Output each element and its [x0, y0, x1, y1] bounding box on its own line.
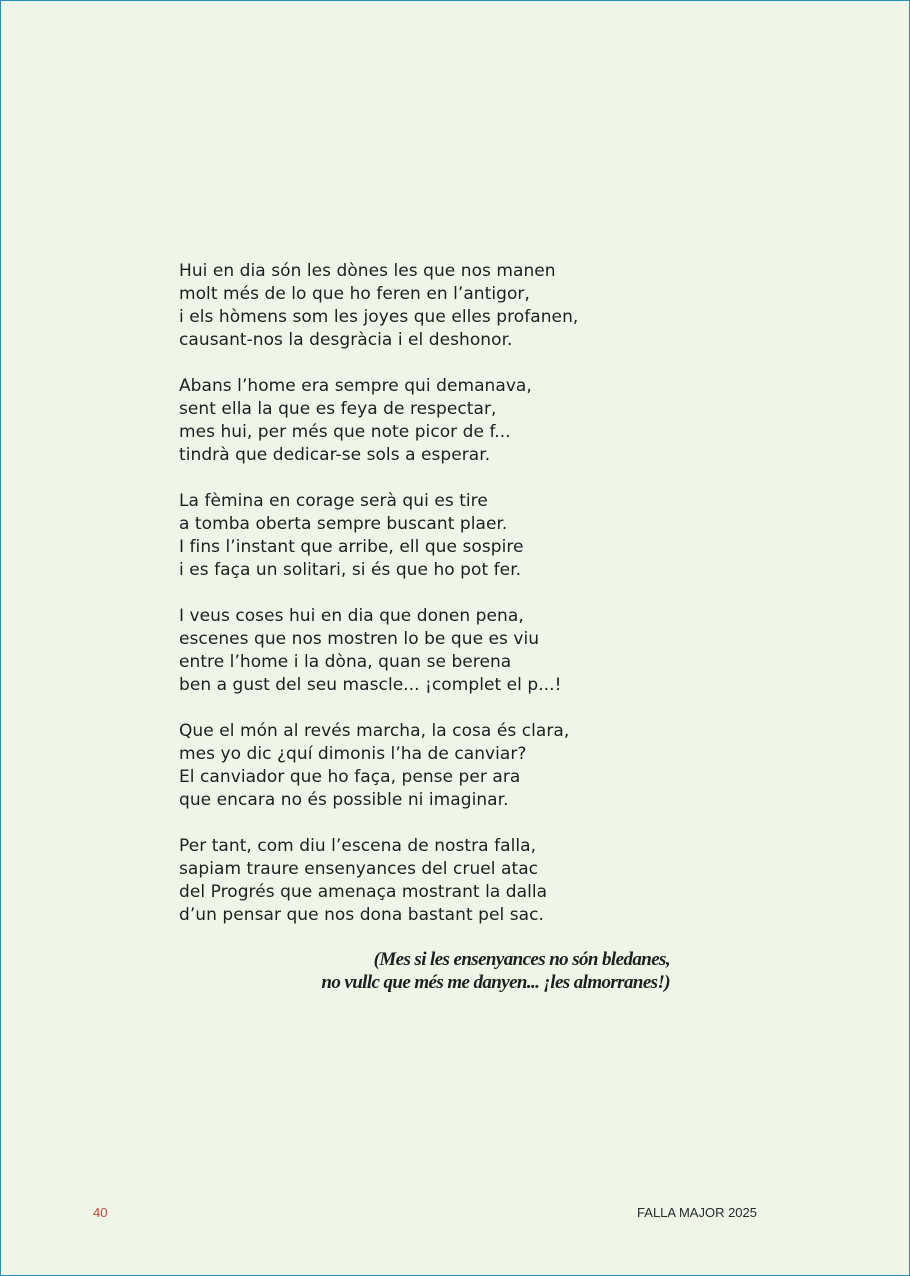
stanza-6 — [179, 835, 739, 927]
stanza-3 — [179, 490, 739, 582]
poem — [179, 260, 739, 950]
verse-line: que encara no és possible ni imaginar. — [179, 790, 509, 810]
verse-line: El canviador que ho faça, pense per ara — [179, 767, 521, 787]
verse-line: del Progrés que amenaça mostrant la dalla — [179, 882, 548, 902]
verse-line: I fins l’instant que arribe, ell que sospire — [179, 537, 524, 557]
verse-line: Que el món al revés marcha, la cosa és clara, — [179, 721, 570, 741]
verse-line: causant-nos la desgràcia i el deshonor. — [179, 330, 513, 350]
verse-line: i els hòmens som les joyes que elles profanen, — [179, 307, 579, 327]
verse-line: entre l’home i la dòna, quan se berena — [179, 652, 512, 672]
verse-line: i es faça un solitari, si és que ho pot fer. — [179, 560, 522, 580]
verse-line: mes hui, per més que note picor de f... — [179, 422, 511, 442]
verse-line: Abans l’home era sempre qui demanava, — [179, 376, 532, 396]
verse-line: Per tant, com diu l’escena de nostra falla, — [179, 836, 537, 856]
verse-line: escenes que nos mostren lo be que es viu — [179, 629, 540, 649]
verse-line: sapiam traure ensenyances del cruel atac — [179, 859, 539, 879]
verse-line: d’un pensar que nos dona bastant pel sac. — [179, 905, 544, 925]
verse-line: I veus coses hui en dia que donen pena, — [179, 606, 524, 626]
verse-line: La fèmina en corage serà qui es tire — [179, 491, 488, 511]
verse-line: ben a gust del seu mascle... ¡complet el p...! — [179, 675, 562, 695]
publication-title: FALLA MAJOR 2025 — [637, 1205, 757, 1220]
stanza-2 — [179, 375, 739, 467]
verse-line: tindrà que dedicar-se sols a esperar. — [179, 445, 491, 465]
page-number: 40 — [93, 1205, 108, 1220]
verse-line: a tomba oberta sempre buscant plaer. — [179, 514, 508, 534]
verse-line: mes yo dic ¿quí dimonis l’ha de canviar? — [179, 744, 527, 764]
verse-line: sent ella la que es feya de respectar, — [179, 399, 497, 419]
stanza-1 — [179, 260, 739, 352]
verse-line: molt més de lo que ho feren en l’antigor, — [179, 284, 530, 304]
stanza-5 — [179, 720, 739, 812]
closing-line: (Mes si les ensenyances no són bledanes, — [373, 949, 670, 970]
verse-line: Hui en dia són les dònes les que nos manen — [179, 261, 556, 281]
stanza-4 — [179, 605, 739, 697]
closing-couplet — [150, 948, 670, 994]
closing-line: no vullc que més me danyen... ¡les almorranes!) — [321, 972, 670, 993]
